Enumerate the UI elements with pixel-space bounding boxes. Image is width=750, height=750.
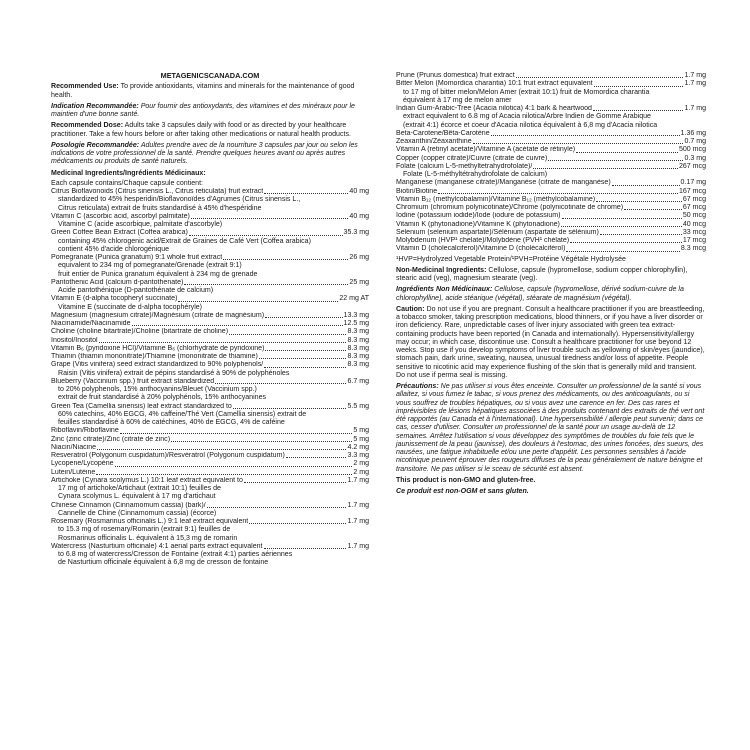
ingredient-name: Inositol/Inositol — [51, 336, 98, 344]
dot-leader — [473, 143, 684, 144]
ingredient-name: Iodine (potassium iodide)/Iode (iodure de potassium) — [396, 212, 561, 220]
ingredient-row — [396, 245, 706, 253]
right-ingredient-list — [396, 72, 706, 254]
ingredient-amount: 0.3 mg — [684, 154, 706, 162]
ingredient-name: Choline (choline bitartrate)/Choline (bitartrate de choline) — [51, 328, 229, 336]
ingredient-item — [396, 204, 706, 212]
ingredient-item — [396, 221, 706, 229]
hvp-footnote: ¹HVP=Hydrolyzed Vegetable Protein/¹PVH=Protéine Végétale Hydrolysée — [396, 255, 626, 263]
ingredient-row — [396, 237, 706, 245]
ingredient-item — [396, 105, 706, 130]
left-ingredient-list — [51, 188, 369, 568]
ingredient-row — [51, 353, 369, 361]
dot-leader — [600, 234, 682, 235]
dot-leader — [233, 408, 347, 409]
ingredient-amount: 13.3 mg — [343, 311, 369, 319]
ingredient-row — [396, 138, 706, 146]
ingredient-item — [396, 130, 706, 138]
dot-leader — [120, 433, 353, 434]
ingredient-name: Vitamin C (ascorbic acid, ascorbyl palmitate) — [51, 212, 190, 220]
ingredient-name: Resveratrol (Polygonum cuspidatum)/Resvératrol (Polygonum cuspidatum) — [51, 452, 285, 459]
ingredient-row — [51, 328, 369, 336]
ingredient-detail: containing 45% chlorogenic acid/Extrait de Graines de Café Vert (Coffea arabica) — [58, 237, 311, 245]
ingredient-name: Artichoke (Cynara scolymus L.) 10:1 leaf extract equivalent to — [51, 476, 243, 484]
ingredient-item — [396, 72, 706, 80]
ingredient-item — [396, 163, 706, 180]
dot-leader — [533, 168, 678, 169]
dot-leader — [264, 193, 348, 194]
posologie-label: Posologie Recommandée: — [51, 141, 140, 149]
ingredient-item — [396, 196, 706, 204]
precautions — [396, 383, 706, 474]
ingredient-name: Vitamin E (d-alpha tocopheryl succinate) — [51, 295, 178, 303]
ingredient-detail: Folate (L-5-méthyltétrahydrofolate de calcium) — [403, 171, 548, 178]
ingredient-row — [51, 460, 369, 468]
ingredient-row — [51, 312, 369, 320]
caution-label: Caution: — [396, 305, 425, 313]
ingredient-row — [396, 229, 706, 237]
ingredient-item — [396, 80, 706, 105]
dot-leader — [596, 201, 682, 202]
ingredient-row — [51, 403, 369, 411]
dot-leader — [612, 185, 680, 186]
ingredient-amount: 1.7 mg — [347, 518, 369, 525]
ingredient-row — [51, 345, 369, 353]
ingredient-item — [51, 502, 369, 519]
recommended-dose-label: Recommended Dose: — [51, 122, 124, 130]
recommended-dose — [51, 122, 369, 139]
indication-recommandee — [51, 103, 369, 120]
ingredient-row — [51, 452, 369, 460]
ingredient-row — [51, 361, 369, 369]
ingredient-name: Rosemary (Rosmarinus officinalis L.) 9:1 leaf extract equivalent — [51, 518, 249, 525]
recommended-use — [51, 83, 369, 100]
ingredient-detail: to 15.3 mg of rosemary/Romarin (extrait 9:1) feuilles de — [58, 526, 231, 534]
ingredients-non-medicinaux — [396, 286, 706, 303]
ingredient-item — [51, 469, 369, 477]
dot-leader — [516, 77, 684, 78]
ingredient-item — [396, 138, 706, 146]
ingredient-detail: fruit entier de Punica granatum équivalent à 234 mg de grenade — [58, 270, 258, 278]
dot-leader — [624, 209, 682, 210]
ingredient-row — [396, 196, 706, 204]
ingredient-item — [51, 452, 369, 460]
ingredient-name: Folate (calcium L-5-methyltetrahydrofolate)/ — [396, 162, 533, 170]
ingredient-row — [396, 130, 706, 138]
indication-label: Indication Recommandée: — [51, 102, 139, 110]
ingredient-name: Manganese (manganese citrate)/Manganèse (citrate de manganèse) — [396, 179, 611, 187]
ingredient-row — [396, 163, 706, 171]
dot-leader — [115, 466, 353, 467]
ingredient-amount: 8.3 mg — [347, 353, 369, 360]
ingredient-item — [51, 436, 369, 444]
precautions-label: Précautions: — [396, 383, 439, 390]
ingredient-item — [396, 155, 706, 163]
ingredient-detail: Raisin (Vitis vinifera) extrait de pépins standardisé à 90% de polyphénoles — [58, 369, 290, 377]
ingredient-row — [51, 320, 369, 328]
dot-leader — [576, 152, 678, 153]
dot-leader — [178, 301, 338, 302]
dot-leader — [566, 251, 680, 252]
ingredient-amount: 8.3 mg — [347, 344, 369, 352]
ingredient-item — [51, 328, 369, 336]
ingredient-amount: 4.2 mg — [347, 443, 369, 451]
ingredient-row — [396, 155, 706, 163]
ingredient-row — [51, 188, 369, 196]
non-ogm-statement: Ce produit est non-OGM et sans gluten. — [396, 488, 529, 495]
indication-text: Pour fournir des antioxydants, des vitamines et des minéraux pour le maintien d'une bonne santé. — [51, 102, 355, 118]
ingredient-amount: 167 mcg — [678, 187, 706, 195]
ingredient-detail: Citrus reticulata) extrait de fruits standardisé à 45% d'hespéridine — [58, 204, 262, 212]
caution-text: Do not use if you are pregnant. Consult a healthcare practitioner if you are breastfeeding, a tobacco smoker, taking prescription medications, blood thinners, or if you have a liver disorder or iron deficiency. Rare, unpredictable cases of liver injury associated with green tea extract-containing products have been reported (in Canada and internationally). Hypersensitivity/allergy may occur; in which case, discontinue use. Consult a healthcare practitioner for use beyond 12 weeks. Stop use if you develop symptoms of liver trouble such as yellowing of skin/eyes (jaundice), stomach pain, dark urine, sweating, nausea, unusual tiredness and/or loss of appetite. People sensitive to nicotinic acid may experience flushing of the skin that is generally mild and transient. Do not use if perma seal is missing. — [396, 305, 705, 379]
ingredient-detail: to 20% polyphenols, 15% anthocyanins/Bleuet (Vaccinium spp.) — [58, 386, 257, 393]
ingredient-amount: 67 mcg — [682, 195, 706, 203]
ingredient-item — [51, 427, 369, 435]
ingredient-row — [51, 436, 369, 444]
ingredient-item — [51, 518, 369, 543]
ingredient-amount: 5 mg — [353, 435, 369, 443]
ingredient-name: Biotin/Biotine — [396, 187, 438, 195]
ingredient-amount: 1.36 mg — [680, 129, 706, 137]
ingredient-name: Grape (Vitis vinifera) seed extract standardized to 90% polyphenols/ — [51, 361, 264, 369]
right-column — [396, 72, 706, 499]
ingredient-name: Chromium (chromium polynicotinate)/Chrome (polynicotinate de chrome) — [396, 204, 624, 211]
ingredient-amount: 2 mg — [353, 468, 369, 476]
ingredient-item — [396, 237, 706, 245]
ingredient-item — [51, 229, 369, 254]
ingredient-amount: 1.7 mg — [347, 542, 369, 550]
dot-leader — [561, 226, 682, 227]
ingredient-name: Magnesium (magnesium citrate)/Magnésium (citrate de magnésium) — [51, 311, 265, 319]
ingredient-amount: 1.7 mg — [347, 476, 369, 484]
ingredient-amount: 12.5 mg — [343, 320, 369, 327]
non-medicinal-text: Cellulose, capsule (hypromellose, sodium copper chlorophyllin), stearic acid (veg), magnesium stearate (veg). — [396, 266, 688, 282]
ingredient-row — [51, 427, 369, 435]
ingredient-item — [396, 146, 706, 154]
ingredient-item — [51, 361, 369, 378]
ingredient-amount: 1.7 mg — [684, 72, 706, 79]
ingredient-item — [51, 444, 369, 452]
ingredient-row — [51, 502, 369, 510]
ingredient-name: Zeaxanthin/Zéaxanthine — [396, 138, 472, 145]
ingredient-detail: Cannelle de Chine (Cinnamomum cassia) (écorce) — [58, 509, 217, 517]
ingredient-amount: 3.3 mg — [347, 452, 369, 459]
ingredient-amount: 500 mcg — [678, 146, 706, 154]
ingredient-item — [51, 279, 369, 296]
caution — [396, 306, 706, 380]
ingredient-name: Selenium (selenium aspartate)/Sélénium (aspartate de sélénium) — [396, 228, 599, 236]
ingredient-amount: 5 mg — [353, 427, 369, 435]
non-medicinal-label: Non-Medicinal Ingredients: — [396, 266, 487, 274]
ingredient-detail: extrait de fruit standardisé à 20% polyphénols, 15% anthocyanines — [58, 394, 267, 402]
ingredient-name: Copper (copper citrate)/Cuivre (citrate de cuivre) — [396, 154, 548, 162]
ingredient-detail: to 17 mg of bitter melon/Melon Amer (extrait 10:1) fruit de Momordica charantia — [403, 88, 650, 96]
dot-leader — [548, 160, 683, 161]
dot-leader — [259, 358, 347, 359]
dot-leader — [264, 548, 347, 549]
ingredient-name: Watercress (Nasturtium officinale) 4:1 aerial parts extract equivalent — [51, 542, 263, 550]
ingredient-row — [51, 229, 369, 237]
ingredient-row — [51, 378, 369, 386]
ingredient-item — [396, 212, 706, 220]
ingredient-detail: Vitamine E (succinate de d-alpha tocophéryle) — [58, 303, 203, 311]
dot-leader — [171, 441, 352, 442]
ingredient-amount: 2 mg — [353, 460, 369, 468]
ingredient-item — [396, 229, 706, 237]
dot-leader — [491, 135, 680, 136]
ingredient-detail: standardized to 45% hesperidin/Bioflavonoïdes d'Agrumes (Citrus sinensis L., — [58, 196, 301, 204]
ingredient-name: Zinc (zinc citrate)/Zinc (citrate de zinc) — [51, 435, 171, 443]
ingredient-name: Vitamin A (retinyl acetate)/Vitamine A (acétate de rétinyle) — [396, 146, 576, 154]
ingredient-row — [51, 543, 369, 551]
ingredient-detail: 60% catechins, 40% EGCG, 4% caffeine/Thé Vert (Camellia sinensis) extrait de — [58, 410, 307, 418]
ingredient-amount: 5.5 mg — [347, 402, 369, 410]
ingredient-amount: 25 mg — [349, 278, 369, 286]
ingredient-amount: 267 mcg — [678, 162, 706, 170]
dot-leader — [562, 218, 682, 219]
ingredient-item — [51, 378, 369, 403]
dot-leader — [207, 507, 347, 508]
dot-leader — [244, 482, 347, 483]
dot-leader — [570, 242, 682, 243]
ingredient-amount: 35.3 mg — [343, 229, 369, 237]
dot-leader — [229, 334, 346, 335]
ingredient-detail: Rosmarinus officinalis L. équivalent à 15,3 mg de romarin — [58, 534, 238, 542]
ingredient-name: Vitamin B₆ (pyridoxine HCl)/Vitamine B₆ (chlorhydrate de pyridoxine) — [51, 344, 265, 352]
ingredient-amount: 8.3 mg — [347, 328, 369, 336]
ingredient-amount: 8.3 mg — [347, 336, 369, 344]
ingredient-name: Bitter Melon (Momordica charantia) 10:1 fruit extract equivalent — [396, 80, 593, 88]
left-column — [51, 72, 369, 568]
ingredient-item — [51, 320, 369, 328]
ingredient-detail: Acide pantothénique (D-pantothénate de calcium) — [58, 287, 214, 294]
dot-leader — [189, 235, 343, 236]
dot-leader — [99, 342, 347, 343]
ingredient-row — [51, 279, 369, 287]
ingredient-amount: 22 mg AT — [339, 295, 369, 303]
ingredient-name: Molybdenum (HVP¹ chelate)/Molybdène (PVH¹ chélate) — [396, 237, 570, 244]
ingredient-name: Citrus Bioflavonoids (Citrus sinensis L., Citrus reticulata) fruit extract — [51, 188, 264, 195]
non-medicinaux-label: Ingrédients Non Médicinaux: — [396, 286, 493, 294]
ingredient-name: Blueberry (Vaccinium spp.) fruit extract standardized — [51, 377, 215, 385]
recommended-dose-text: Adults take 3 capsules daily with food or as directed by your healthcare practitioner. Take a few hours before or after taking other medications or natural health products. — [51, 122, 351, 138]
ingredient-name: Chinese Cinnamon (Cinnamomum cassia) (bark)/ — [51, 501, 206, 509]
ingredient-name: Riboflavin/Riboflavine — [51, 427, 119, 435]
ingredient-name: Indian Gum-Arabic-Tree (Acacia nilotica) 4:1 bark & heartwood — [396, 105, 592, 112]
ingredient-detail: feuilles standardisé à 60% de catéchines, 40% de EGCG, 4% de caféine — [58, 419, 285, 426]
ingredient-item — [51, 213, 369, 230]
dot-leader — [184, 284, 348, 285]
non-medicinal-ingredients — [396, 267, 706, 284]
ingredient-amount: 8.3 mcg — [680, 245, 706, 253]
ingredient-item — [396, 188, 706, 196]
ingredient-name: Beta-Carotene/Bêta-Carotène — [396, 129, 490, 137]
each-capsule-contains: Each capsule contains/Chaque capsule contient: — [51, 179, 204, 187]
ingredient-detail: Cynara scolymus L. équivalent à 17 mg d'artichaut — [58, 493, 216, 501]
ingredient-row — [396, 105, 706, 113]
dot-leader — [191, 218, 349, 219]
ingredient-item — [396, 179, 706, 187]
posologie-text: Adultes prendre avec de la nourriture 3 capsules par jour ou selon les indications de votre professionnel de la santé. Prendre quelques heures avant ou après autres médicaments ou produits de santé naturels. — [51, 141, 358, 166]
ingredient-name: Lycopene/Lycopène — [51, 460, 114, 468]
ingredient-row — [396, 204, 706, 212]
dot-leader — [438, 193, 678, 194]
dot-leader — [132, 325, 343, 326]
ingredient-row — [51, 469, 369, 477]
non-medicinaux-text: Cellulose, capsule (hypromellose, dérivé sodium-cuivre de la chlorophylline), acide stéarique (végétal), stéarate de magnésium (végétal). — [396, 286, 684, 302]
dot-leader — [286, 457, 347, 458]
ingredient-name: Pantothenic Acid (calcium d-pantothenate) — [51, 278, 184, 286]
ingredient-name: Pomegranate (Punica granatum) 9:1 whole fruit extract — [51, 254, 223, 261]
medicinal-ingredients-heading: Medicinal Ingredients/Ingrédients Médicinaux: — [51, 169, 206, 177]
ingredient-name: Lutein/Lutéine — [51, 468, 96, 476]
ingredient-row — [51, 337, 369, 345]
dot-leader — [593, 110, 683, 111]
ingredient-row — [51, 477, 369, 485]
ingredient-amount: 0.17 mg — [680, 179, 706, 187]
ingredient-row — [51, 518, 369, 526]
recommended-use-label: Recommended Use: — [51, 83, 119, 91]
ingredient-amount: 50 mcg — [682, 212, 706, 220]
ingredient-row — [396, 72, 706, 80]
ingredient-amount: 8.3 mg — [347, 361, 369, 369]
dot-leader — [97, 449, 346, 450]
ingredient-name: Vitamin D (cholecalciferol)/Vitamine D (cholécalciférol) — [396, 245, 566, 253]
ingredient-amount: 40 mg — [349, 212, 369, 220]
ingredient-row — [396, 212, 706, 220]
ingredient-row — [396, 146, 706, 154]
ingredient-name: Vitamin K (phytonadione)/Vitamine K (phytonadione) — [396, 220, 560, 228]
dot-leader — [96, 474, 352, 475]
ingredient-detail: 17 mg of artichoke/Artichaut (extrait 10:1) feuilles de — [58, 485, 221, 492]
ingredient-row — [396, 221, 706, 229]
ingredient-row — [51, 213, 369, 221]
ingredient-amount: 67 mcg — [682, 204, 706, 211]
ingredient-item — [51, 337, 369, 345]
precautions-text: Ne pas utiliser si vous êtes enceinte. Consulter un professionnel de la santé si vous allaitez, si vous fumez le tabac, si vous prenez des médicaments, ou des anticoagulants, ou si vous souffrez de troubles hépatiques, ou si vous avez une carence en fer. Des cas rares et imprévisibles de lésions hépatiques associées à des produits contenant des extraits de thé vert ont été rapportés (au Canada et à l'international). Une hypersensibilité / allergie peut survenir; dans ce cas, cesser d'utiliser. Consulter un professionnel de la santé pour un usage au-delà de 12 semaines. Arrêtez l'utilisation si vous développez des symptômes de troubles du foie tels que le jaunissement de la peau (jaunisse), des douleurs à l'estomac, des urines foncées, des sueurs, des nausées, une fatigue inhabituelle et/ou une perte d'appétit. Les personnes sensibles à l'acide nicotinique peuvent éprouver des rougeurs diffuses de la peau généralement de nature bénigne et transitoire. Ne pas utiliser si le sceau de sécurité est absent. — [396, 383, 705, 473]
ingredient-amount: 0.7 mg — [684, 138, 706, 145]
ingredient-item — [51, 254, 369, 279]
ingredient-name: Green Coffee Bean Extract (Coffea arabica) — [51, 229, 188, 237]
dot-leader — [215, 383, 346, 384]
ingredient-item — [51, 312, 369, 320]
non-gmo-statement: This product is non-GMO and gluten-free. — [396, 476, 536, 484]
ingredient-item — [51, 403, 369, 428]
ingredient-name: Green Tea (Camellia sinensis) leaf extract standardized to — [51, 402, 232, 410]
ingredient-row — [396, 179, 706, 187]
website-url: METAGENICSCANADA.COM — [160, 71, 260, 80]
ingredient-amount: 1.7 mg — [684, 80, 706, 88]
ingredient-row — [51, 444, 369, 452]
ingredient-detail: Vitamine C (acide ascorbique, palmitate d'ascorbyle) — [58, 221, 223, 228]
ingredient-amount: 33 mcg — [682, 228, 706, 236]
dot-leader — [265, 317, 342, 318]
ingredient-amount: 1.7 mg — [347, 501, 369, 509]
recommended-use-text: To provide antioxidants, vitamins and minerals for the maintenance of good health. — [51, 83, 355, 99]
ingredient-name: Vitamin B₁₂ (methylcobalamin)/Vitamine B₁₂ (méthylcobalamine) — [396, 195, 596, 203]
ingredient-item — [51, 460, 369, 468]
ingredient-row — [51, 254, 369, 262]
ingredient-detail: contient 45% d'acide chlorogénique — [58, 245, 170, 253]
dot-leader — [223, 259, 348, 260]
ingredient-row — [396, 188, 706, 196]
ingredient-row — [396, 80, 706, 88]
dot-leader — [264, 367, 346, 368]
ingredient-amount: 40 mcg — [682, 220, 706, 228]
ingredient-name: Prune (Prunus domestica) fruit extract — [396, 72, 515, 79]
ingredient-detail: de Nasturtium officinale équivalent à 6,8 mg de cresson de fontaine — [58, 559, 269, 567]
ingredient-detail: (extrait 4:1) écorce et coeur d'Acacia nilotica équivalent à 6,8 mg d'Acacia nilotica — [403, 121, 658, 129]
ingredient-amount: 1.7 mg — [684, 105, 706, 112]
ingredient-name: Thiamin (thiamin mononitrate)/Thiamine (mononitrate de thiamine) — [51, 353, 258, 360]
ingredient-item — [51, 188, 369, 213]
ingredient-detail: equivalent to 234 mg of pomegranate/Grenade (extrait 9:1) — [58, 262, 242, 270]
ingredient-item — [51, 477, 369, 502]
dot-leader — [594, 86, 684, 87]
dot-leader — [265, 350, 346, 351]
ingredient-amount: 26 mg — [349, 254, 369, 261]
ingredient-item — [51, 543, 369, 568]
ingredient-name: Niacin/Niacine — [51, 443, 97, 451]
ingredient-detail: extract equivalent to 6.8 mg of Acacia nilotica/Arbre Indien de Gomme Arabique — [403, 113, 651, 121]
ingredient-detail: to 6.8 mg of watercress/Cresson de Fontaine (extrait 4:1) parties aériennes — [58, 551, 293, 558]
posologie-recommandee — [51, 142, 369, 167]
dot-leader — [249, 523, 346, 524]
ingredient-item — [396, 245, 706, 253]
ingredient-name: Niacinamide/Niacinamide — [51, 320, 131, 327]
ingredient-row — [51, 295, 369, 303]
ingredient-item — [51, 295, 369, 312]
ingredient-detail: équivalent à 17 mg de melon amer — [403, 96, 512, 104]
ingredient-item — [51, 345, 369, 353]
ingredient-item — [51, 353, 369, 361]
ingredient-amount: 6.7 mg — [347, 377, 369, 385]
ingredient-amount: 40 mg — [349, 188, 369, 195]
ingredient-amount: 17 mcg — [682, 237, 706, 244]
